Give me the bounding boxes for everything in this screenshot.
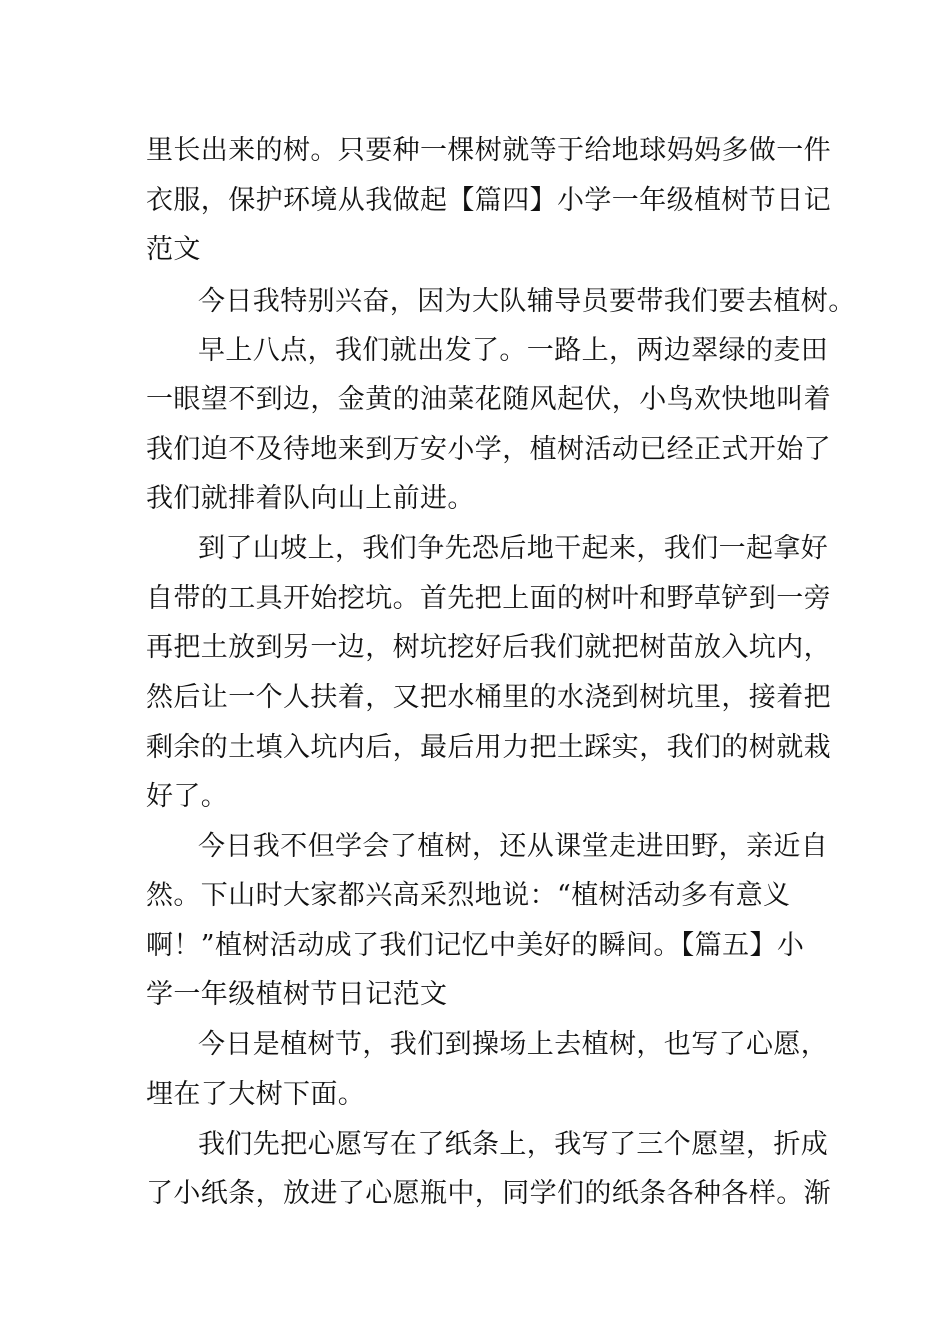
paragraph-start-line: 今日我不但学会了植树，还从课堂走进田野，亲近自 <box>198 831 829 862</box>
text-line: 学一年级植树节日记范文 <box>146 979 448 1010</box>
paragraph-start-line: 早上八点，我们就出发了。一路上，两边翠绿的麦田 <box>198 335 829 366</box>
text-line: 衣服，保护环境从我做起【篇四】小学一年级植树节日记 <box>146 185 831 216</box>
paragraph-start-line: 今日是植树节，我们到操场上去植树，也写了心愿， <box>198 1029 829 1060</box>
text-line: 再把土放到另一边，树坑挖好后我们就把树苗放入坑内， <box>146 632 831 663</box>
text-line: 啊！”植树活动成了我们记忆中美好的瞬间。【篇五】小 <box>146 930 805 961</box>
text-line: 范文 <box>146 234 201 265</box>
text-line: 埋在了大树下面。 <box>146 1079 366 1110</box>
text-line: 然。下山时大家都兴高采烈地说：“植树活动多有意义 <box>146 880 791 911</box>
paragraph-start-line: 今日我特别兴奋，因为大队辅导员要带我们要去植树。 <box>198 286 856 317</box>
text-line: 我们就排着队向山上前进。 <box>146 483 475 514</box>
text-line: 里长出来的树。只要种一棵树就等于给地球妈妈多做一件 <box>146 135 831 166</box>
paragraph-start-line: 到了山坡上，我们争先恐后地干起来，我们一起拿好 <box>198 533 829 564</box>
text-line: 了小纸条，放进了心愿瓶中，同学们的纸条各种各样。渐 <box>146 1178 831 1209</box>
text-line: 好了。 <box>146 781 229 812</box>
text-line: 然后让一个人扶着，又把水桶里的水浇到树坑里，接着把 <box>146 682 831 713</box>
text-line: 剩余的土填入坑内后，最后用力把土踩实，我们的树就栽 <box>146 732 831 763</box>
text-line: 一眼望不到边，金黄的油菜花随风起伏，小鸟欢快地叫着 <box>146 384 831 415</box>
paragraph-start-line: 我们先把心愿写在了纸条上，我写了三个愿望，折成 <box>198 1129 829 1160</box>
text-line: 我们迫不及待地来到万安小学，植树活动已经正式开始了 <box>146 434 831 465</box>
text-line: 自带的工具开始挖坑。首先把上面的树叶和野草铲到一旁 <box>146 583 831 614</box>
